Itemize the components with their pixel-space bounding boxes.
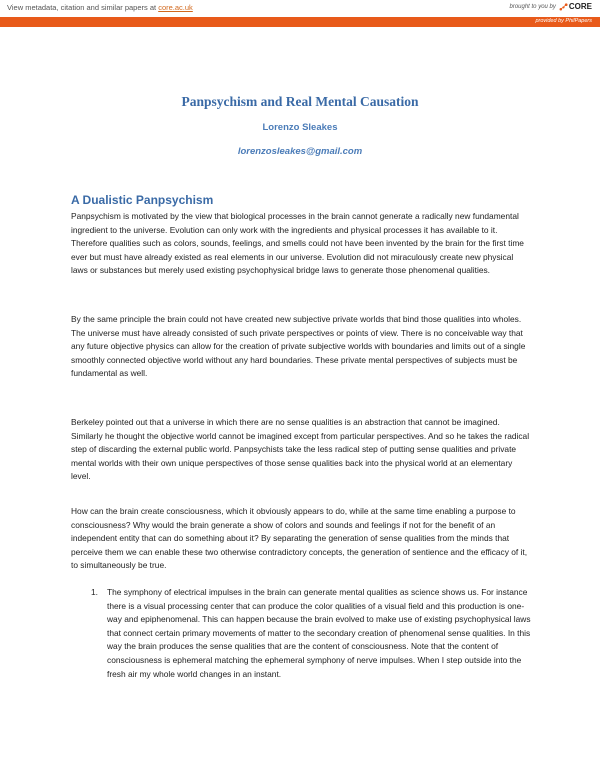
list-item-number: 1. (91, 587, 98, 597)
paragraph-4: How can the brain create consciousness, which it obviously appears to do, while at the same time enabling a purpose to consciousness? Why would the brain generate a show of colors and sounds and feelings if not for the benefit of an independent entity that can do something about it? By separating the generation of sense qualities from the minds that perceive them we can enable these two otherwise contradictory concepts, the generation of sentience and the efficacy of it, to simultaneously be true. (71, 506, 528, 571)
core-logo-text: CORE (568, 2, 592, 11)
metadata-notice-text: View metadata, citation and similar papers at (7, 3, 159, 12)
paragraph-2: By the same principle the brain could not have created new subjective private worlds that bind those qualities into wholes. The universe must have already consisted of such private perspectives or points of view. There is no conceivable way that any future objective physics can allow for the creation of private subjective worlds with boundaries and limits out of a single smoothly connected objective world without any hard boundaries. These private mental perspectives of subjects must be fundamental as well. (71, 314, 526, 379)
author-email: lorenzosleakes@gmail.com (237, 146, 363, 157)
paper-title: Panpsychism and Real Mental Causation (181, 94, 419, 109)
paper-author: Lorenzo Sleakes (262, 122, 338, 133)
paragraph-3: Berkeley pointed out that a universe in which there are no sense qualities is an abstraction that cannot be imagined. Similarly he thought the objective world cannot be imagined except from particular perspectives. And so he takes the radical step of discarding the external public world. Panpsychists take the less radical step of putting sense qualities and private mental worlds with their own unique perspectives of those sense qualities back into the physical world at an elementary level. (71, 417, 530, 482)
brought-to-you-text: brought to you by (509, 3, 556, 10)
paragraph-1: Panpsychism is motivated by the view that biological processes in the brain cannot generate a radically new fundamental ingredient to the universe. Evolution can only work with the ingredients and physical processes it has available to it. Therefore qualities such as colors, sounds, feelings, and smells could not have been invented by the brain for the first time ever but must have already existed as real elements in our universe. Evolution did not miraculously create new physical laws or substances but merely used existing psychophysical bridge laws to generate those phenomenal qualities. (71, 211, 524, 276)
core-logo-icon (559, 2, 568, 11)
list-item-text: The symphony of electrical impulses in the brain can generate mental qualities as science shows us. For instance there is a visual processing center that can produce the color qualities of a visual field and this production is one-way and epiphenomenal. This can happen because the brain evolved to make use of existing psychophysical laws that connect certain primary movements of matter to the secondary creation of phenomenal sense qualities. In this way the brain produces the sense qualities that are the content of consciousness. Note that the content of consciousness is ephemeral matching the ephemeral symphony of nerve impulses. When I step outside into the fresh air my whole world changes in an instant. (107, 587, 531, 679)
provided-by-text: provided by PhilPapers (535, 18, 592, 24)
core-logo[interactable] (559, 2, 592, 11)
section-heading: A Dualistic Panpsychism (71, 193, 214, 207)
numbered-list (91, 586, 531, 681)
brought-to-you-by (510, 2, 593, 11)
provider-bar (0, 17, 600, 27)
list-item (91, 586, 531, 681)
core-header-bar (0, 0, 600, 18)
metadata-notice (7, 3, 193, 12)
core-link[interactable]: core.ac.uk (158, 3, 193, 12)
